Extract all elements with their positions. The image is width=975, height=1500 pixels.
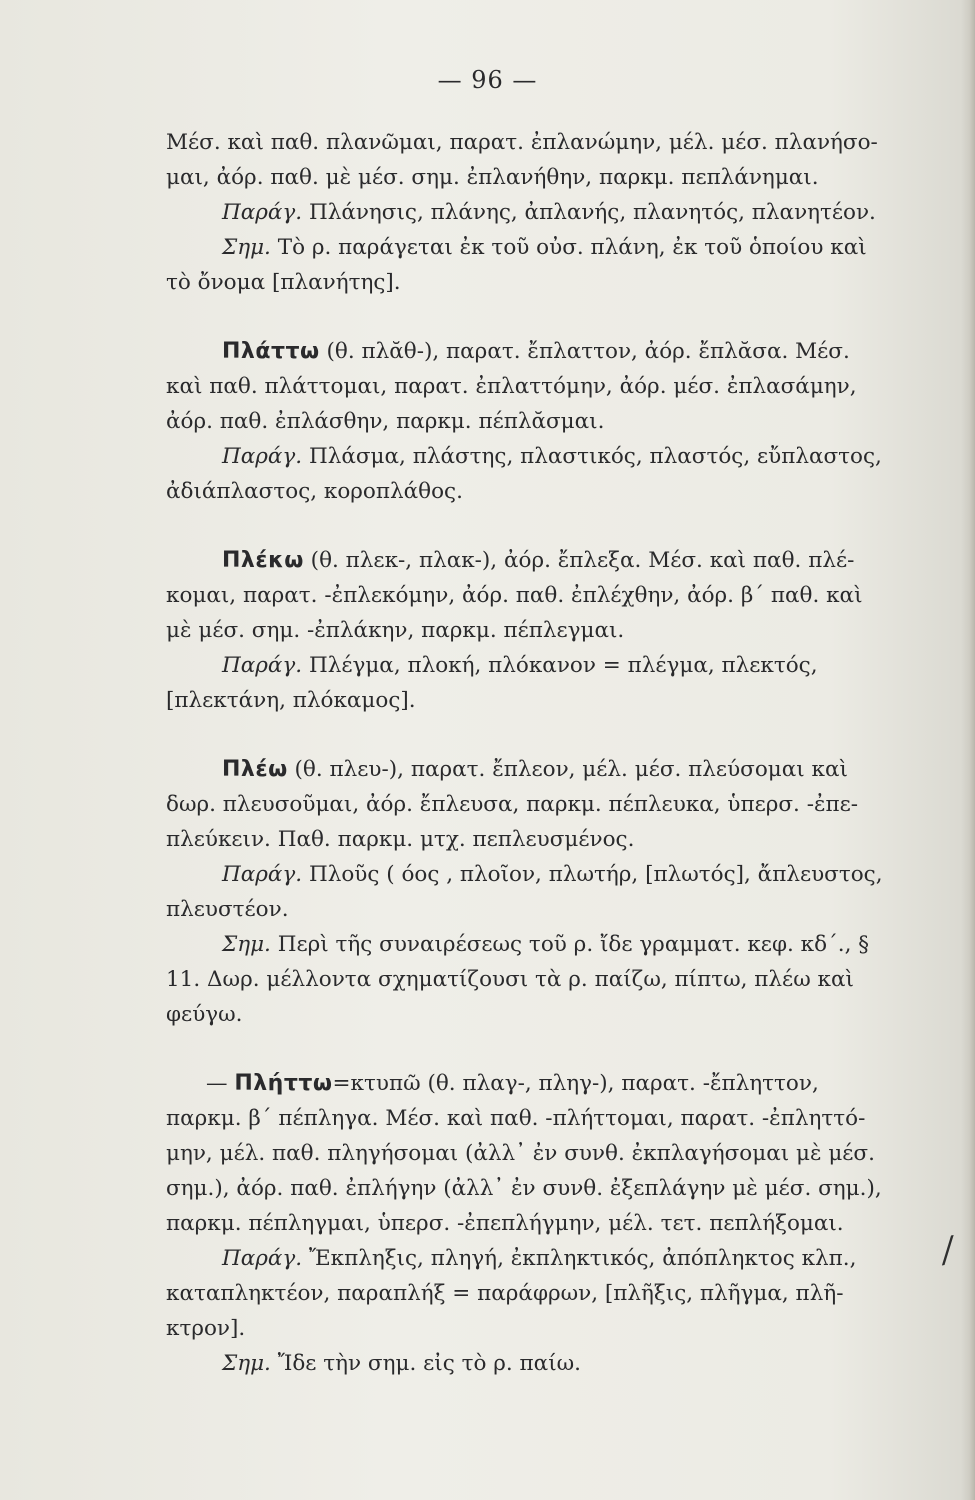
page-number: — 96 — [437, 66, 538, 94]
text-line: παρκμ. πέπληγμαι, ὑπερσ. -ἐπεπλήγμην, μέλ. τετ. πεπλήξομαι. [166, 1211, 844, 1236]
page-edge-shadow [961, 0, 975, 1500]
note-text: Ἴδε τὴν σημ. εἰς τὸ ρ. παίω. [270, 1351, 581, 1376]
derivatives-label: Παράγ. [222, 653, 303, 678]
entry-headword: Πλέκω [222, 548, 304, 573]
note-line [166, 927, 926, 962]
entry-text: =κτυπῶ (θ. πλαγ-, πληγ-), παρατ. -ἔπληττον, [332, 1071, 819, 1096]
text-line: παρκμ. β΄ πέπληγα. Μέσ. καὶ παθ. -πλήττομαι, παρατ. -ἐπληττό- [166, 1106, 866, 1131]
text-line: Μέσ. καὶ παθ. πλανῶμαι, παρατ. ἐπλανώμην, μέλ. μέσ. πλανήσο- [166, 130, 878, 155]
text-line: ἀδιάπλαστος, κοροπλάθος. [166, 479, 463, 504]
entry-line [166, 334, 926, 369]
note-line [166, 1346, 926, 1381]
text-line: πλευστέον. [166, 897, 289, 922]
note-label: Σημ. [222, 932, 271, 957]
entry-line [166, 752, 926, 787]
entry-line [166, 1066, 926, 1101]
text-line: καὶ παθ. πλάττομαι, παρατ. ἐπλαττόμην, ἀόρ. μέσ. ἐπλασάμην, [166, 374, 857, 399]
entry-headword: Πλέω [222, 757, 288, 782]
entry-text: (θ. πλᾰθ-), παρατ. ἔπλαττον, ἀόρ. ἔπλᾰσα. Μέσ. [319, 339, 850, 364]
text-line: 11. Δωρ. μέλλοντα σχηματίζουσι τὰ ρ. παίζω, πίπτω, πλέω καὶ [166, 967, 854, 992]
derivatives-line [166, 439, 926, 474]
note-text: Τὸ ρ. παράγεται ἐκ τοῦ οὐσ. πλάνη, ἐκ τοῦ ὁποίου καὶ [270, 235, 867, 260]
derivatives-label: Παράγ. [222, 1246, 303, 1271]
derivatives-text: Πλάσμα, πλάστης, πλαστικός, πλαστός, εὔπλαστος, [302, 444, 882, 469]
note-label: Σημ. [222, 1351, 271, 1376]
derivatives-label: Παράγ. [222, 444, 303, 469]
text-line: μην, μέλ. παθ. πληγήσομαι (ἀλλ᾽ ἐν συνθ. ἐκπλαγήσομαι μὲ μέσ. [166, 1141, 875, 1166]
text-line: σημ.), ἀόρ. παθ. ἐπλήγην (ἀλλ᾽ ἐν συνθ. ἐξεπλάγην μὲ μέσ. σημ.), [166, 1176, 882, 1201]
derivatives-line [166, 195, 926, 230]
derivatives-text: Ἔκπληξις, πληγή, ἐκπληκτικός, ἀπόπληκτος κλπ., [302, 1246, 857, 1271]
derivatives-line [166, 857, 926, 892]
text-line: φεύγω. [166, 1002, 243, 1027]
dictionary-text [166, 125, 926, 1381]
text-line: ἀόρ. παθ. ἐπλάσθην, παρκμ. πέπλᾰσμαι. [166, 409, 605, 434]
entry-headword: Πλάττω [222, 339, 320, 364]
text-line: καταπληκτέον, παραπλήξ = παράφρων, [πλῆξις, πλῆγμα, πλῆ- [166, 1281, 844, 1306]
note-label: Σημ. [222, 235, 271, 260]
derivatives-text: Πλέγμα, πλοκή, πλόκανον = πλέγμα, πλεκτός, [302, 653, 818, 678]
entry-headword: Πλήττω [234, 1071, 333, 1096]
text-line: κτρον]. [166, 1316, 246, 1341]
text-line: δωρ. πλευσοῦμαι, ἀόρ. ἔπλευσα, παρκμ. πέπλευκα, ὑπερσ. -ἐπε- [166, 792, 859, 817]
text-line: μαι, ἀόρ. παθ. μὲ μέσ. σημ. ἐπλανήθην, παρκμ. πεπλάνημαι. [166, 165, 819, 190]
text-line: κομαι, παρατ. -ἐπλεκόμην, ἀόρ. παθ. ἐπλέχθην, ἀόρ. β΄ παθ. καὶ [166, 583, 863, 608]
note-text: Περὶ τῆς συναιρέσεως τοῦ ρ. ἴδε γραμματ. κεφ. κδ΄., § [270, 932, 870, 957]
entry-dash: — [206, 1071, 235, 1096]
derivatives-text: Πλάνησις, πλάνης, ἀπλανής, πλανητός, πλανητέον. [302, 200, 876, 225]
entry-text: (θ. πλεκ-, πλακ-), ἀόρ. ἔπλεξα. Μέσ. καὶ παθ. πλέ- [303, 548, 855, 573]
text-line: [πλεκτάνη, πλόκαμος]. [166, 688, 416, 713]
entry-text: (θ. πλευ-), παρατ. ἔπλεον, μέλ. μέσ. πλεύσομαι καὶ [287, 757, 848, 782]
text-line: πλεύκειν. Παθ. παρκμ. μτχ. πεπλευσμένος. [166, 827, 635, 852]
margin-pencil-mark: / [938, 1229, 957, 1271]
derivatives-line [166, 648, 926, 683]
text-line: τὸ ὄνομα [πλανήτης]. [166, 270, 401, 295]
entry-line [166, 543, 926, 578]
text-line: μὲ μέσ. σημ. -ἐπλάκην, παρκμ. πέπλεγμαι. [166, 618, 625, 643]
derivatives-label: Παράγ. [222, 862, 303, 887]
derivatives-text: Πλοῦς ( όος , πλοῖον, πλωτήρ, [πλωτός], ἄπλευστος, [302, 862, 883, 887]
note-line [166, 230, 926, 265]
derivatives-line [166, 1241, 926, 1276]
derivatives-label: Παράγ. [222, 200, 303, 225]
